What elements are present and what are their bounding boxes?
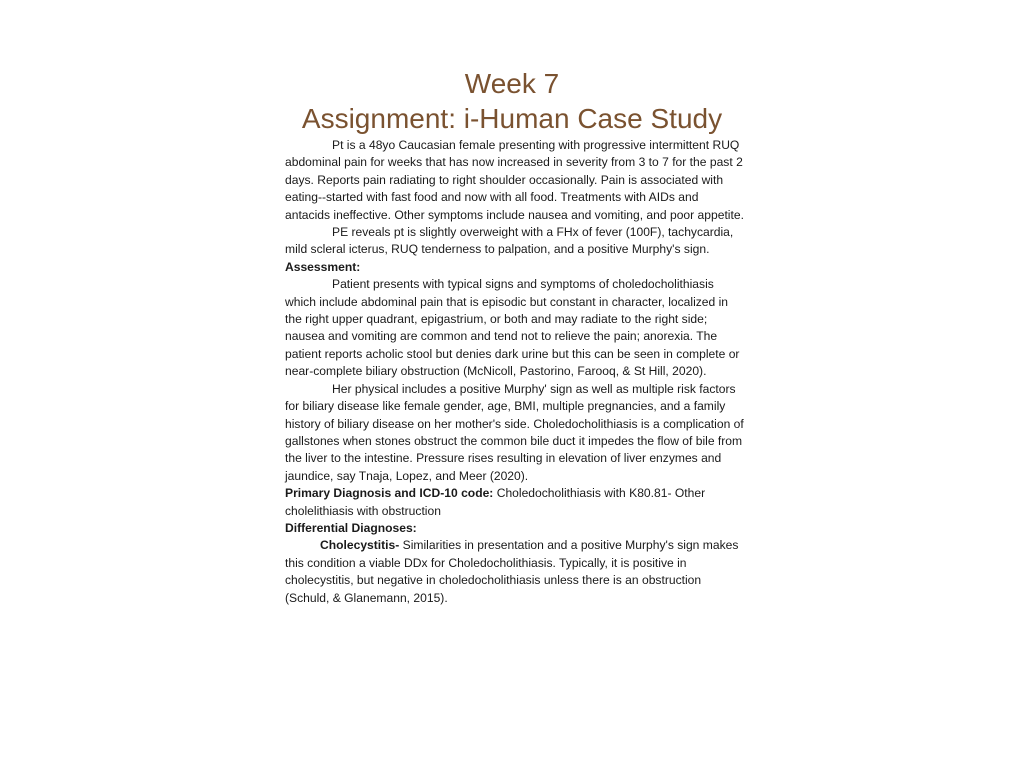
physical-exam-paragraph: PE reveals pt is slightly overweight with a FHx of fever (100F), tachycardia, mild scleral icterus, RUQ tenderness to palpation, and a positive Murphy's sign. bbox=[285, 225, 734, 257]
ddx-cholecystitis bbox=[285, 537, 745, 607]
ddx-cholecystitis-text: Similarities in presentation and a positive Murphy's sign makes this condition a viable DDx for Choledocholithiasis. Typically, it is positive in cholecystitis, but negative in choledocholithiasis unless there is an obstruction (Schuld, & Glanemann, 2015). bbox=[285, 538, 739, 605]
ddx-cholecystitis-label: Cholecystitis- bbox=[320, 538, 400, 553]
primary-diagnosis-text: Choledocholithiasis with K80.81- Other cholelithiasis with obstruction bbox=[285, 486, 706, 518]
assessment-paragraph-2: Her physical includes a positive Murphy' sign as well as multiple risk factors for biliary disease like female gender, age, BMI, multiple pregnancies, and a family history of biliary disease on her mother's side. Choledocholithiasis is a complication of gallstones when stones obstruct the common bile duct it impedes the flow of bile from the liver to the intestine. Pressure rises resulting in elevation of liver enzymes and jaundice, say Tnaja, Lopez, and Meer (2020). bbox=[285, 381, 744, 483]
title-week: Week 7 bbox=[464, 68, 560, 99]
assessment-paragraph-1: Patient presents with typical signs and symptoms of choledocholithiasis which include abdominal pain that is episodic but constant in character, localized in the right upper quadrant, epigastrium, or both and may radiate to the right side; nausea and vomiting are common and tend not to relieve the pain; anorexia. The patient reports acholic stool but denies dark urine but this can be seen in complete or near-complete biliary obstruction (McNicoll, Pastorino, Farooq, & St Hill, 2020). bbox=[285, 277, 740, 379]
title-assignment: Assignment: i-Human Case Study bbox=[301, 103, 723, 134]
intro-paragraph: Pt is a 48yo Caucasian female presenting with progressive intermittent RUQ abdominal pain for weeks that has now increased in severity from 3 to 7 for the past 2 days. Reports pain radiating to right shoulder occasionally. Pain is associated with eating--started with fast food and now with all food. Treatments with AIDs and antacids ineffective. Other symptoms include nausea and vomiting, and poor appetite. bbox=[285, 138, 744, 222]
differential-heading: Differential Diagnoses: bbox=[285, 520, 417, 535]
document-body bbox=[285, 137, 745, 607]
primary-diagnosis bbox=[285, 485, 745, 520]
document-title bbox=[270, 66, 754, 136]
primary-diagnosis-label: Primary Diagnosis and ICD-10 code: bbox=[285, 486, 494, 501]
assessment-heading: Assessment: bbox=[285, 259, 361, 274]
